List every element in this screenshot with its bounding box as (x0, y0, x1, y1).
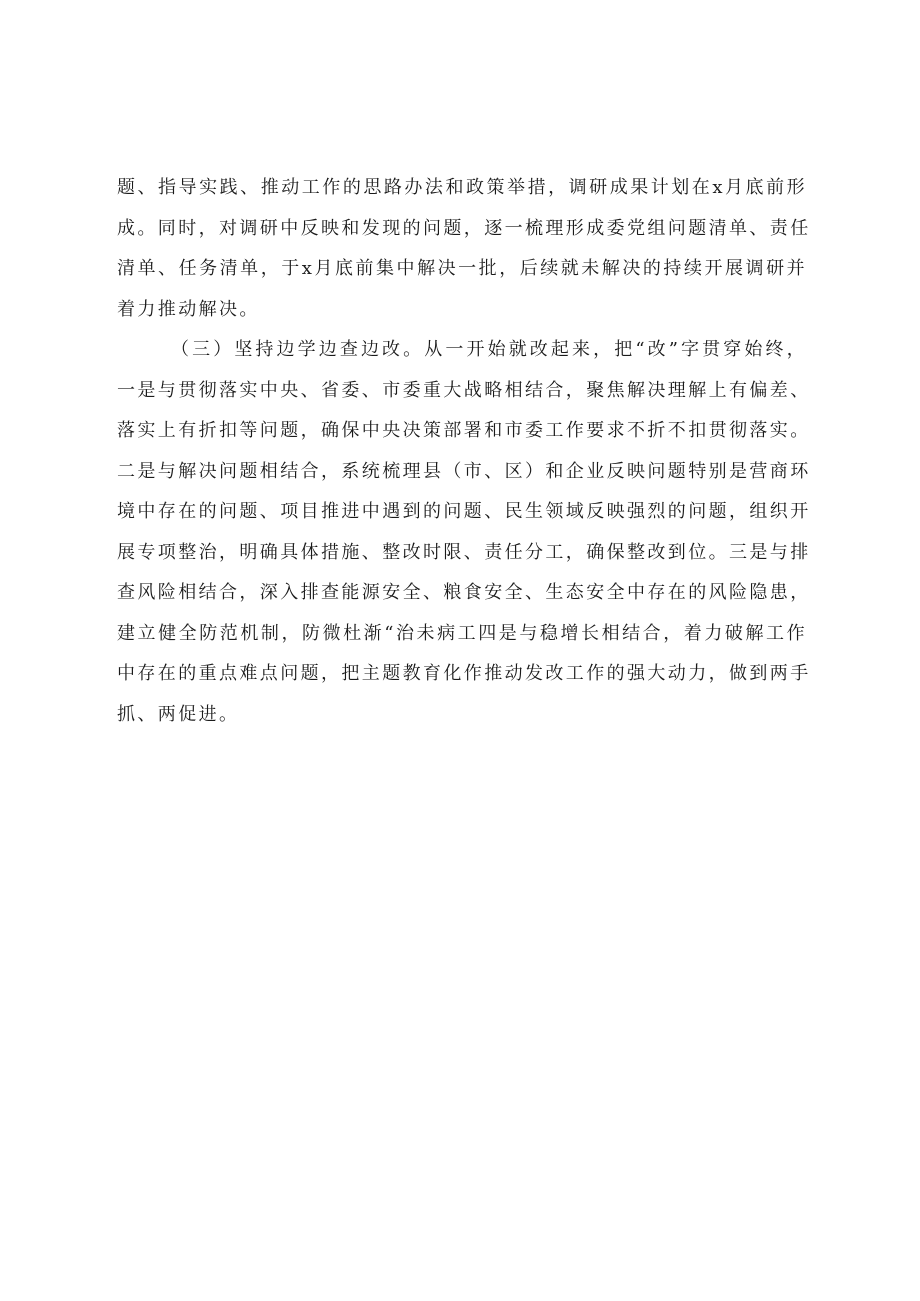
text-line: 中存在的重点难点问题，把主题教育化作推动发改工作的强大动力，做到两手 (117, 663, 811, 684)
text-line: 境中存在的问题、项目推进中遇到的问题、民生领域反映强烈的问题，组织开 (117, 501, 811, 522)
text-line: 题、指导实践、推动工作的思路办法和政策举措，调研成果计划在x月底前形 (117, 177, 807, 198)
text-line: 查风险相结合，深入排查能源安全、粮食安全、生态安全中存在的风险隐患， (117, 582, 811, 603)
text-line: 建立健全防范机制，防微杜渐“治未病工四是与稳增长相结合，着力破解工作 (117, 622, 807, 644)
text-line: 着力推动解决。 (117, 298, 260, 320)
paragraph-learn-check-correct (117, 330, 811, 735)
text-line: 落实上有折扣等问题，确保中央决策部署和市委工作要求不折不扣贯彻落实。 (117, 420, 811, 441)
text-line: 一是与贯彻落实中央、省委、市委重大战略相结合，聚焦解决理解上有偏差、 (117, 379, 811, 401)
text-line: 清单、任务清单，于x月底前集中解决一批，后续就未解决的持续开展调研并 (117, 258, 807, 279)
text-line: 展专项整治，明确具体措施、整改时限、责任分工，确保整改到位。三是与排 (117, 541, 811, 563)
text-line-indented: （三）坚持边学边查边改。从一开始就改起来，把“改”字贯穿始终， (171, 339, 807, 360)
text-line: 抓、两促进。 (117, 703, 240, 725)
document-body (117, 168, 811, 735)
text-line: 二是与解决问题相结合，系统梳理县（市、区）和企业反映问题特别是营商环 (117, 460, 811, 482)
paragraph-research-outcomes (117, 168, 811, 330)
text-line: 成。同时，对调研中反映和发现的问题，逐一梳理形成委党组问题清单、责任 (117, 217, 811, 239)
